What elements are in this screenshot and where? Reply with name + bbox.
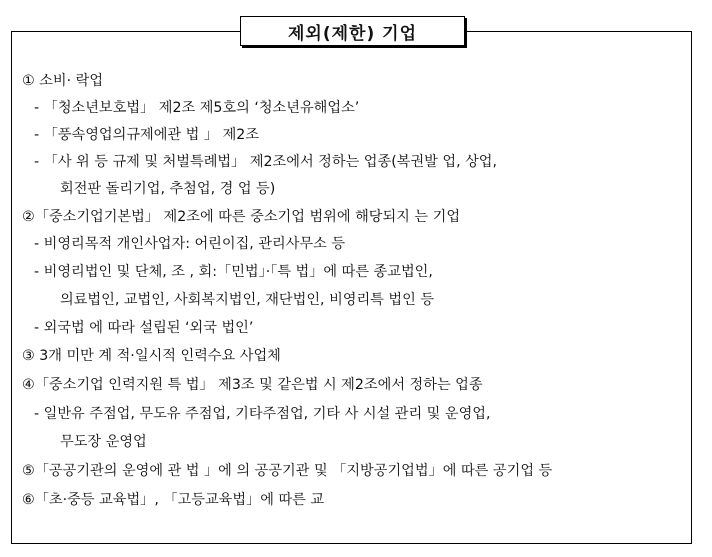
item-4-sub-1: - 일반유 주점업, 무도유 주점업, 기타주점업, 기타 사 시설 관리 및 운영업, <box>34 406 491 422</box>
item-4: ④「중소기업 인력지원 특 법」 제3조 및 같은법 시 제2조에서 정하는 업종 <box>22 377 483 393</box>
item-2-sub-1: - 비영리목적 개인사업자: 어린이집, 관리사무소 등 <box>34 236 346 252</box>
item-2-sub-2: - 비영리법인 및 단체, 조 , 회:「민법」·「특 법」에 따른 종교법인, <box>34 264 433 280</box>
item-2: ②「중소기업기본법」 제2조에 따른 중소기업 범위에 해당되지 는 기업 <box>22 209 461 225</box>
item-3: ③ 3개 미만 계 적·일시적 인력수요 사업체 <box>22 348 281 364</box>
item-1-sub-3-cont: 회전판 돌리기업, 추첨업, 경 업 등) <box>60 181 276 197</box>
item-2-sub-2-cont: 의료법인, 교법인, 사회복지법인, 재단법인, 비영리특 법인 등 <box>60 292 435 308</box>
item-4-sub-1-cont: 무도장 운영업 <box>60 434 147 450</box>
item-1-sub-1: - 「청소년보호법」 제2조 제5호의 ‘청소년유해업소’ <box>34 100 360 116</box>
item-1-sub-2: - 「풍속영업의규제에관 법 」 제2조 <box>34 127 260 143</box>
section-title: 제외(제한) 기업 <box>240 16 465 46</box>
item-1: ① 소비· 락업 <box>22 73 104 89</box>
item-6: ⑥「초·중등 교육법」, 「고등교육법」에 따른 교 <box>22 492 325 508</box>
item-2-sub-3: - 외국법 에 따라 설립된 ‘외국 법인’ <box>34 320 254 336</box>
item-1-sub-3: - 「사 위 등 규제 및 처벌특례법」 제2조에서 정하는 업종(복권발 업, 상업, <box>34 154 498 170</box>
item-5: ⑤「공공기관의 운영에 관 법 」에 의 공공기관 및 「지방공기업법」에 따른 공기업 등 <box>22 463 553 479</box>
